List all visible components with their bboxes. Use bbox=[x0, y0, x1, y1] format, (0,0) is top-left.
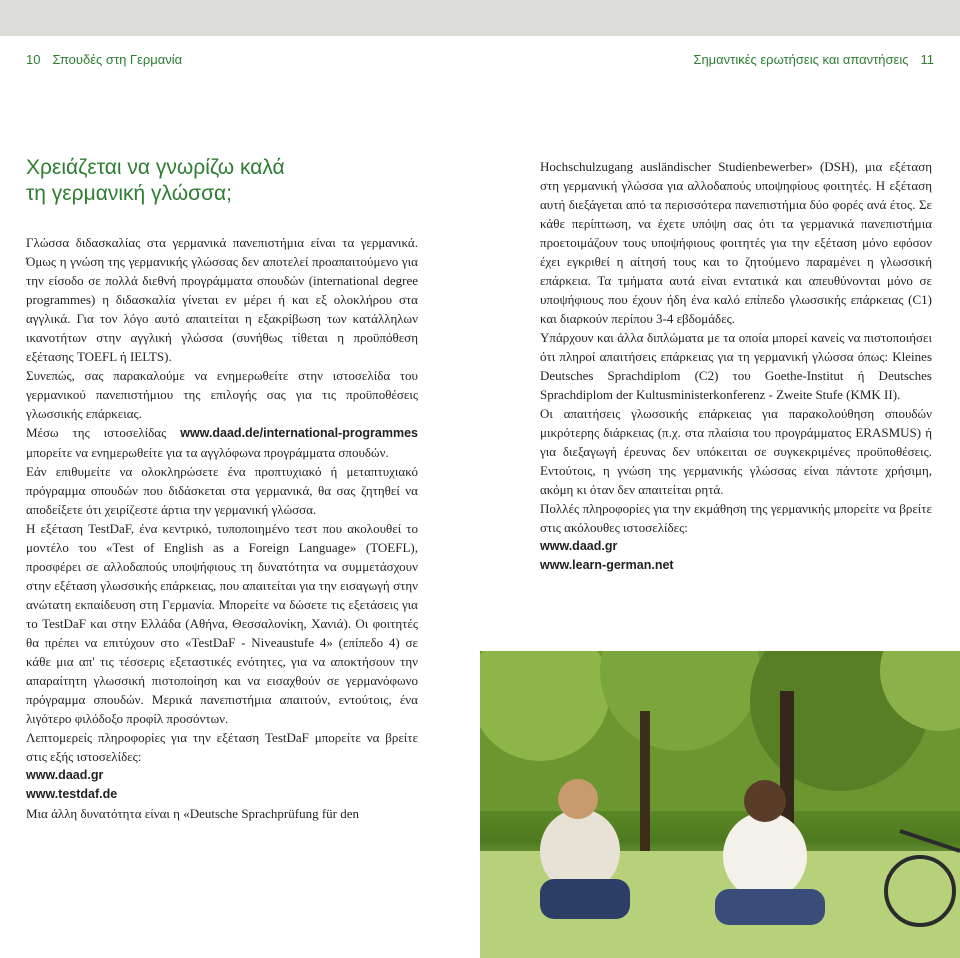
daad-link[interactable]: www.daad.gr bbox=[26, 768, 104, 782]
page-header bbox=[0, 52, 960, 72]
paragraph: Η εξέταση TestDaF, ένα κεντρικό, τυποποιημένο τεστ που ακολουθεί το μοντέλο του «Test of English as a Foreign Language» (TOEFL), προσφέρει σε αλλοδαπούς υποψήφιους τη δυνατότητα να συμμετάσχουν στην εξέταση γλωσσικής επάρκειας, που απαιτείται για την εισαγωγή στην ανώτατη εκπαίδευση στη Γερμανία. Μπορείτε να δώσετε τις εξετάσεις για το TestDaF και στην Ελλάδα (Αθήνα, Θεσσαλονίκη, Χανιά). Οι φοιτητές θα πρέπει να επιτύχουν στο «TestDaF - Niveaustufe 4» (επίπεδο 4) σε κάθε μια απ' τις τέσσερις εξεταστικές ενότητες, για να αποκτήσουν την απαραίτητη γλωσσική πιστοποίηση και να εισαχθούν σε γερμανόφωνο πρόγραμμα σπουδών. Μερικά πανεπιστήμια απαιτούν, εντούτοις, ένα λιγότερο φιλόδοξο προφίλ προσόντων. bbox=[26, 521, 418, 726]
text: Μέσω της ιστοσελίδας bbox=[26, 425, 181, 440]
title-line-1: Χρειάζεται να γνωρίζω καλά bbox=[26, 156, 285, 179]
testdaf-link[interactable]: www.testdaf.de bbox=[26, 787, 118, 801]
paragraph: Πολλές πληροφορίες για την εκμάθηση της γερμανικής μπορείτε να βρείτε στις ακόλουθες ιστοσελίδες: bbox=[540, 501, 932, 535]
header-right bbox=[693, 52, 934, 67]
text: μπορείτε να ενημερωθείτε για τα αγγλόφωνα προγράμματα σπουδών. bbox=[26, 445, 389, 460]
paragraph: Οι απαιτήσεις γλωσσικής επάρκειας για παρακολούθηση σπουδών μικρότερης διάρκειας (π.χ. στα πλαίσια του προγράμματος ERASMUS) ή για διεξαγωγή έρευνας δεν υπόκειται σε συγκεκριμένες προϋποθέσεις. Εντούτοις, η γνώση της γερμανικής γλώσσας είναι πάντοτε χρήσιμη, ακόμη κι όταν δεν απαιτείται ρητά. bbox=[540, 406, 932, 497]
paragraph: Hochschulzugang ausländischer Studienbewerber» (DSH), μια εξέταση στη γερμανική γλώσσα για αλλοδαπούς υποψηφίους φοιτητές. Η εξέταση αυτή διεξάγεται από τα περισσότερα πανεπιστήμια δύο φορές ανά έτος. Σε κάθε περίπτωση, να έχετε υπόψη σας ότι τα γερμανικά πανεπιστήμια προετοιμάζουν τους υποψήφιους φοιτητές για την εξέταση μόνο εφόσον έχει εγκριθεί η αίτησή τους και το ζητούμενο παραμένει η γλωσσική επάρκεια. Τα τμήματα αυτά είναι εντατικά και απευθύνονται μόνο σε υποψήφιους που έχουν ήδη ένα καλό επίπεδο γλωσσικής επάρκειας (C1) και διαρκούν περίπου 3-4 εβδομάδες. bbox=[540, 159, 932, 326]
student-left-jeans bbox=[540, 879, 630, 919]
paragraph: Συνεπώς, σας παρακαλούμε να ενημερωθείτε στην ιστοσελίδα του γερμανικού πανεπιστήμιου της επιλογής σας για τις προϋποθέσεις γλωσσικής επάρκειας. bbox=[26, 368, 418, 421]
bicycle-frame bbox=[900, 831, 960, 851]
page-number-right: 11 bbox=[920, 52, 934, 67]
top-bar bbox=[0, 0, 960, 36]
student-right-head bbox=[744, 780, 786, 822]
article-title bbox=[26, 155, 426, 207]
paragraph: Λεπτομερείς πληροφορίες για την εξέταση TestDaF μπορείτε να βρείτε στις εξής ιστοσελίδες: bbox=[26, 730, 418, 764]
page-number-left: 10 bbox=[26, 52, 41, 67]
student-right-jeans bbox=[715, 889, 825, 925]
paragraph: Γλώσσα διδασκαλίας στα γερμανικά πανεπιστήμια είναι τα γερμανικά. Όμως η γνώση της γερμανικής γλώσσας δεν αποτελεί προαπαιτούμενο για την είσοδο σε πολλά διεθνή προγράμματα σπουδών (international degree programmes) η διδασκαλία γίνεται εν μέρει ή και εξ ολοκλήρου στα αγγλικά. Για τον λόγο αυτό απαιτείται η εξακρίβωση των κατάλληλων ικανοτήτων στην αγγλική γλώσσα (συνήθως τίθεται η προϋπόθεση εξέτασης TOEFL ή IELTS). bbox=[26, 235, 418, 364]
daad-link[interactable]: www.daad.gr bbox=[540, 539, 618, 553]
programmes-link[interactable]: www.daad.de/international-programmes bbox=[180, 426, 418, 440]
title-line-2: τη γερμανική γλώσσα; bbox=[26, 182, 233, 205]
paragraph: Μια άλλη δυνατότητα είναι η «Deutsche Sprachprüfung für den bbox=[26, 806, 359, 821]
tree-trunk bbox=[640, 711, 650, 851]
student-left-head bbox=[558, 779, 598, 819]
students-in-park-photo bbox=[480, 651, 960, 958]
paragraph bbox=[26, 423, 418, 462]
paragraph: Υπάρχουν και άλλα διπλώματα με τα οποία μπορεί κανείς να πιστοποιήσει ότι πληροί απαιτήσεις επάρκειας για τη γερμανική γλώσσα όπως: Kleines Deutsches Sprachdiplom (C2) του Goethe-Institut ή Deutsches Sprachdiplom der Kultusministerkonferenz - Zweite Stufe (KMK II). bbox=[540, 330, 932, 402]
learn-german-link[interactable]: www.learn-german.net bbox=[540, 558, 674, 572]
left-column bbox=[26, 233, 418, 823]
paragraph: Εάν επιθυμείτε να ολοκληρώσετε ένα προπτυχιακό ή μεταπτυχιακό πρόγραμμα σπουδών που διδάσκεται στα γερμανικά, θα σας ζητηθεί να αποδείξετε ότι χειρίζεστε άρτια την γερμανική γλώσσα. bbox=[26, 464, 418, 517]
header-left bbox=[26, 52, 182, 67]
photo-illustration bbox=[480, 651, 960, 958]
section-title-right: Σημαντικές ερωτήσεις και απαντήσεις bbox=[693, 52, 909, 67]
student-right bbox=[723, 812, 807, 900]
right-column bbox=[540, 157, 932, 575]
section-title-left: Σπουδές στη Γερμανία bbox=[52, 52, 183, 67]
